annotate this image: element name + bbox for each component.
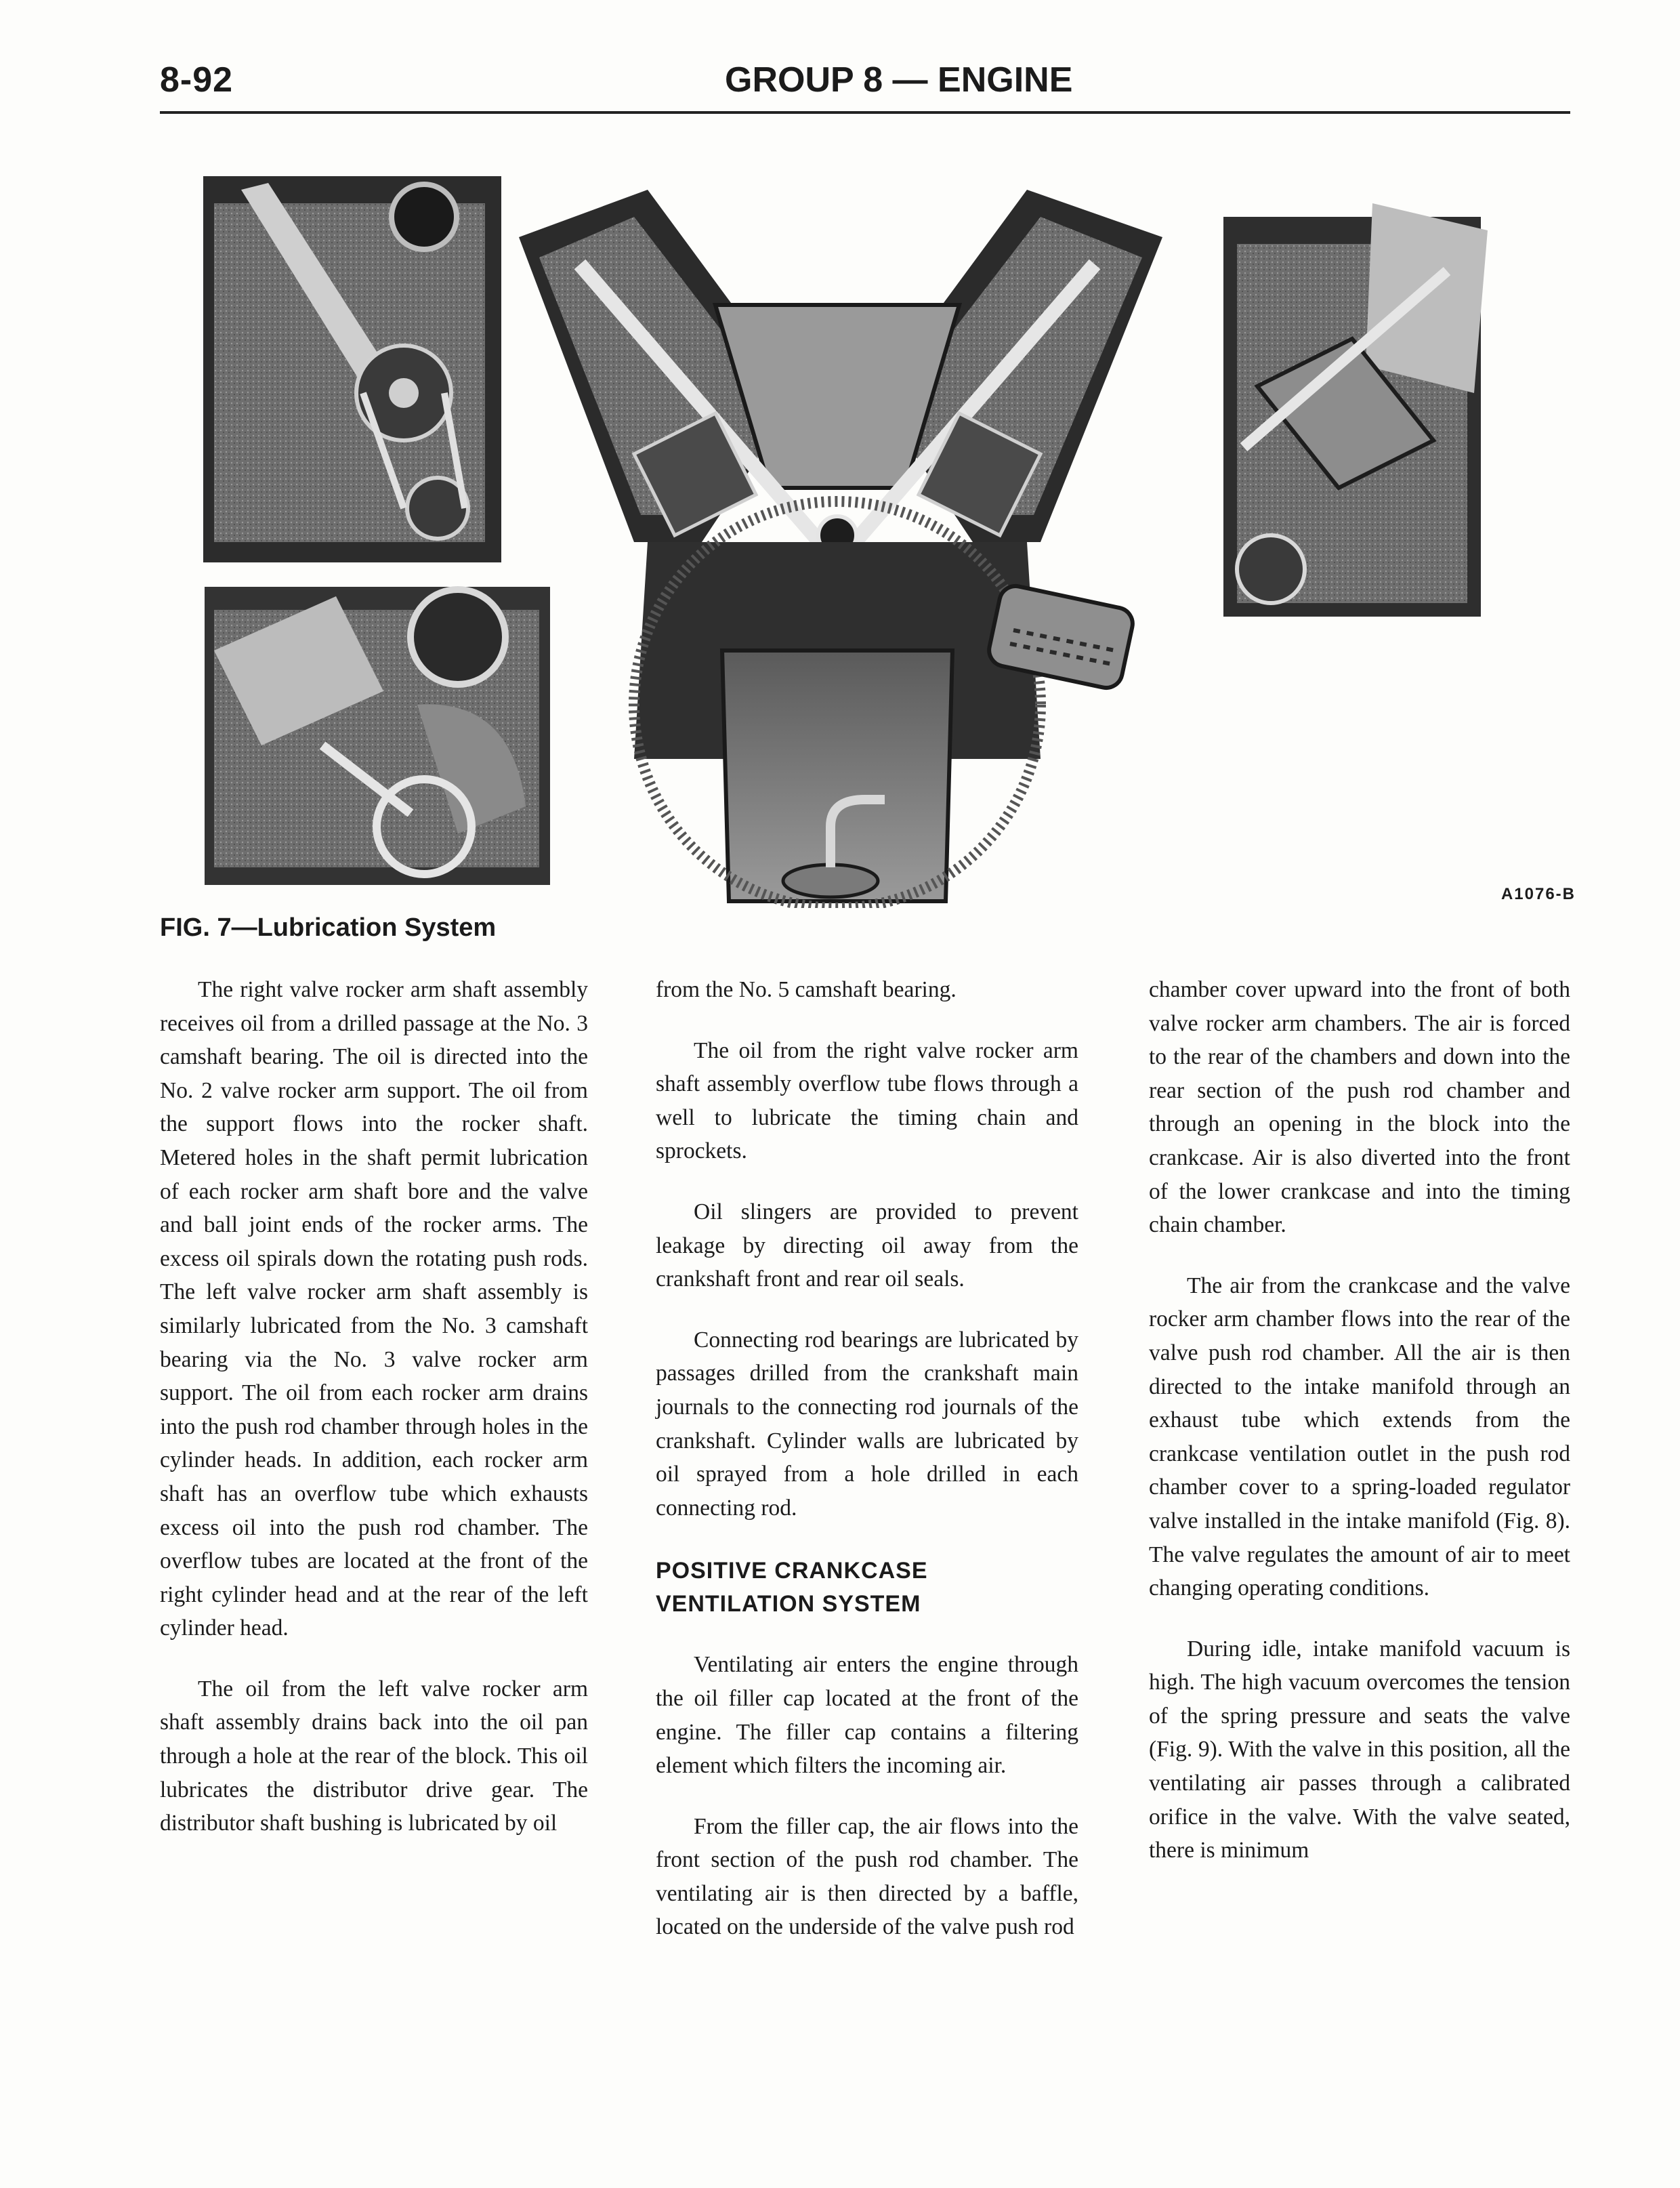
text-column-1 bbox=[160, 973, 588, 1867]
figure-code: A1076-B bbox=[1500, 885, 1576, 903]
paragraph: The air from the crankcase and the valve rocker arm chamber flows into the rear of the valve push rod chamber. All the air is then directed to the intake manifold through an exhaust tube which extends from the crankcase ventilation outlet in the push rod chamber cover to a spring-loaded regulator valve installed in the intake manifold (Fig. 8). The valve regulates the amount of air to meet changing operating conditions. bbox=[1149, 1273, 1570, 1601]
section-heading-line: VENTILATION SYSTEM bbox=[656, 1591, 921, 1617]
paragraph: The oil from the left valve rocker arm shaft assembly drains back into the oil pan through a hole at the rear of the block. This oil lubricates the distributor drive gear. The distributor shaft bushing is lubricated by oil bbox=[160, 1676, 588, 1836]
lubrication-system-figure bbox=[160, 163, 1576, 908]
header-rule bbox=[160, 111, 1570, 114]
paragraph: From the filler cap, the air flows into the front section of the push rod chamber. The ventilating air is then directed by a baffle, located on the underside of the valve push rod bbox=[656, 1813, 1078, 1940]
piston-crank-inset bbox=[205, 587, 550, 885]
paragraph: Ventilating air enters the engine through the oil filler cap located at the front of the engine. The filler cap contains a filtering element which filters the incoming air. bbox=[656, 1652, 1078, 1779]
group-title: GROUP 8 — ENGINE bbox=[725, 60, 1073, 100]
paragraph: During idle, intake manifold vacuum is high. The high vacuum overcomes the tension of the spring pressure and seats the valve (Fig. 9). With the valve in this position, all the ventilating air passes through a calibrated orifice in the valve. With the valve seated, there is minimum bbox=[1149, 1636, 1570, 1863]
text-column-2 bbox=[656, 973, 1078, 1971]
section-heading-line: POSITIVE CRANKCASE bbox=[656, 1558, 928, 1584]
engine-cutaway-illustration bbox=[160, 163, 1576, 908]
paragraph: Oil slingers are provided to prevent leakage by directing oil away from the crankshaft front and rear oil seals. bbox=[656, 1199, 1078, 1292]
paragraph: The oil from the right valve rocker arm shaft assembly overflow tube flows through a well to lubricate the timing chain and sprockets. bbox=[656, 1037, 1078, 1164]
paragraph: The right valve rocker arm shaft assembly receives oil from a drilled passage at the No. 3 camshaft bearing. The oil is directed into the No. 2 valve rocker arm support. The oil from the support flows into the rocker shaft. Metered holes in the shaft permit lubrication of each rocker arm shaft bore and the valve and ball joint ends of the rocker arms. The excess oil spirals down the rotating push rods. The left valve rocker arm shaft assembly is similarly lubricated from the No. 3 camshaft bearing via the No. 3 valve rocker arm support. The oil from each rocker arm drains into the push rod chamber through holes in the cylinder heads. In addition, each rocker arm shaft has an overflow tube which exhausts excess oil into the push rod chamber. The overflow tubes are located at the front of the right cylinder head and at the rear of the left cylinder head. bbox=[160, 977, 588, 1641]
paragraph: chamber cover upward into the front of both valve rocker arm chambers. The air is forced to the rear of the chambers and down into the rear section of the push rod chamber and through an opening in the block into the crankcase. Air is also diverted into the front of the lower crankcase and into the timing chain chamber. bbox=[1149, 977, 1570, 1238]
v8-engine-cutaway bbox=[519, 190, 1162, 908]
figure-caption: FIG. 7—Lubrication System bbox=[160, 913, 497, 942]
rocker-arm-inset bbox=[1223, 203, 1488, 617]
paragraph: Connecting rod bearings are lubricated by passages drilled from the crankshaft main journals to the connecting rod journals of the crankshaft. Cylinder walls are lubricated by oil sprayed from a hole drilled in each connecting rod. bbox=[656, 1327, 1078, 1521]
timing-chain-inset bbox=[203, 176, 501, 562]
page-header bbox=[0, 0, 1680, 115]
section-heading bbox=[656, 1554, 1078, 1621]
page-number: 8-92 bbox=[160, 60, 234, 100]
paragraph: from the No. 5 camshaft bearing. bbox=[656, 977, 957, 1002]
text-column-3 bbox=[1149, 973, 1570, 1895]
